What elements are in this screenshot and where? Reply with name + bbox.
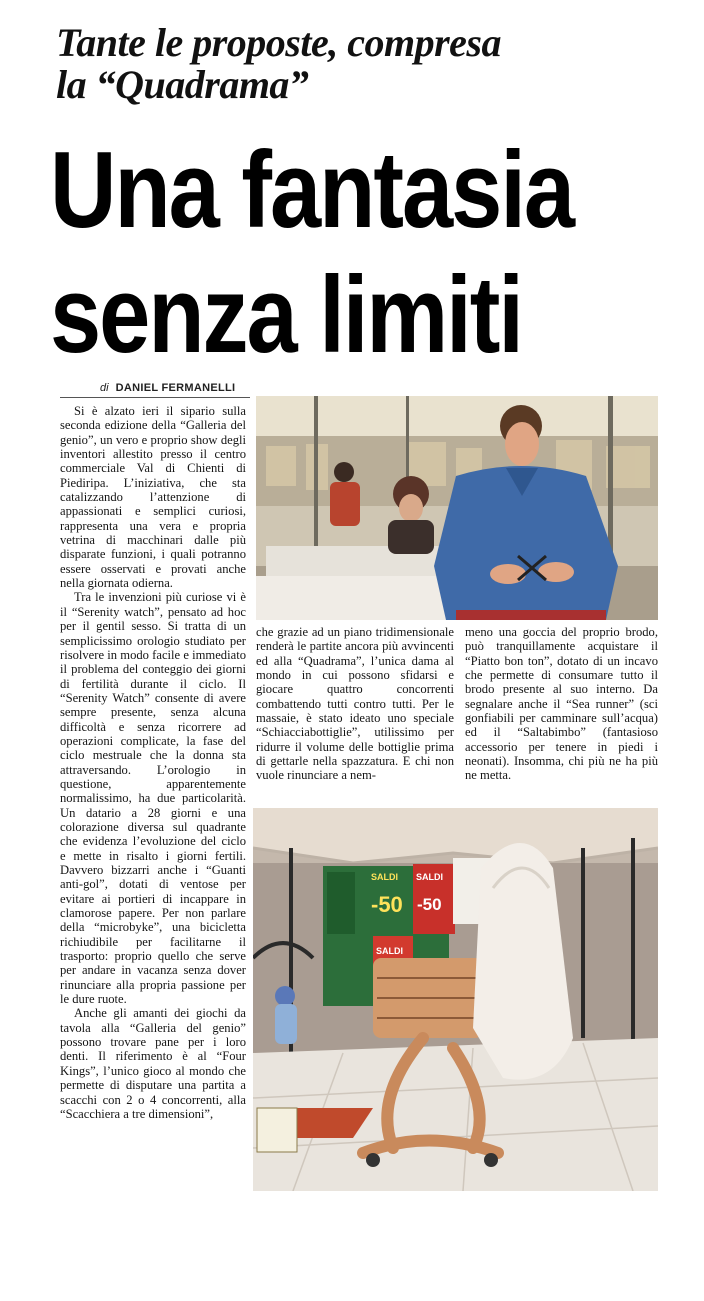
photo-inventor-booth-illustration xyxy=(256,396,658,620)
byline-prefix: di xyxy=(100,382,109,394)
sign-discount-label-2: -50 xyxy=(417,895,442,914)
sign-saldi-label-1: SALDI xyxy=(371,872,398,882)
byline xyxy=(100,382,260,394)
sign-saldi-label-2: SALDI xyxy=(416,872,443,882)
kicker xyxy=(56,22,676,106)
paragraph-column-2: che grazie ad un piano tridimensionale renderà le partite ancora più avvincenti ed alla “Quadrama”, l’unica dama al mondo in cui possono sfidarsi e giocare quattro concorrenti combattendo tutti contro tutti. Per le massaie, è stato ideato uno speciale “Schiacciabottiglie”, utilissimo per ridurre il volume delle bottiglie prima di gettarle nella spazzatura. E chi non vuole rinunciare a nem- xyxy=(256,625,454,783)
article-column-2 xyxy=(256,625,454,783)
byline-author: DANIEL FERMANELLI xyxy=(115,382,236,394)
headline-line-1: Una fantasia xyxy=(50,130,574,251)
article-column-1 xyxy=(60,404,246,1121)
photo-saltabimbo-illustration xyxy=(253,808,658,1191)
sign-saldi-label-3: SALDI xyxy=(376,946,403,956)
kicker-line-2: la “Quadrama” xyxy=(56,62,309,107)
headline xyxy=(50,128,690,378)
paragraph-games: Anche gli amanti dei giochi da tavola alla “Galleria del genio” possono trovare pane per i loro denti. Il riferimento è al “Four Kings”, l’unico gioco al mondo che permette di disputare una partita a scacchi con 2 o 4 concorrenti, alla “Scacchiera a tre dimensioni”, xyxy=(60,1006,246,1121)
kicker-line-1: Tante le proposte, compresa xyxy=(56,20,501,65)
headline-line-2: senza limiti xyxy=(50,255,522,376)
paragraph-column-3: meno una goccia del proprio brodo, può tranquillamente acquistare il “Piatto bon ton”, dotato di un incavo che permette di consumare tutto il brodo presente al suo interno. Da segnalare anche il “Sea runner” (sci gonfiabili per camminare sull’acqua) ed il “Saltabimbo” (fantasioso accessorio per tenere in piedi i neonati). Insomma, chi più ne ha più ne metta. xyxy=(465,625,658,783)
article-column-3 xyxy=(465,625,658,783)
paragraph-inventions: Tra le invenzioni più curiose vi è il “Serenity watch”, pensato ad hoc per il gentil sesso. Si tratta di un semplicissimo orologio studiato per risolvere in modo facile e immediato il problema del conteggio dei giorni di fertilità durante il ciclo. Il “Serenity Watch” consente di avere sempre presente, senza alcuna difficoltà e senza ricorrere ad operazioni complicate, la fase del ciclo mestruale che la donna sta attraversando. L’orologio in questione, apparentemente normalissimo, ha due particolarità. Un datario a 28 giorni e una colorazione diversa sul quadrante che evidenza l’evoluzione del ciclo e mette in risalto i giorni fertili. Davvero bizzarri anche i “Guanti anti-gol”, dotati di ventose per evitare ai portieri di incappare in clamorose papere. Per non parlare della “microbyke”, una bicicletta richiudibile per facilitarne il trasporto: proprio quello che serve per andare in vacanza senza dover rinunciare alla propria passione per le dure ruote. xyxy=(60,590,246,1007)
paragraph-intro: Si è alzato ieri il sipario sulla seconda edizione della “Galleria del genio”, un vero e proprio show degli inventori allestito presso il centro commerciale Val di Chienti di Piediripa. L’iniziativa, che sta catalizzando l’attenzione di appassionati e semplici curiosi, rappresenta una vera e propria vetrina di macchinari dalle più disparate funzioni, i quali potranno essere osservati e provati anche nella giornata odierna. xyxy=(60,404,246,591)
photo-inventor-booth xyxy=(256,396,658,620)
byline-rule xyxy=(60,397,250,398)
photo-saltabimbo-cradle xyxy=(253,808,658,1191)
sign-discount-label-1: -50 xyxy=(371,892,403,917)
